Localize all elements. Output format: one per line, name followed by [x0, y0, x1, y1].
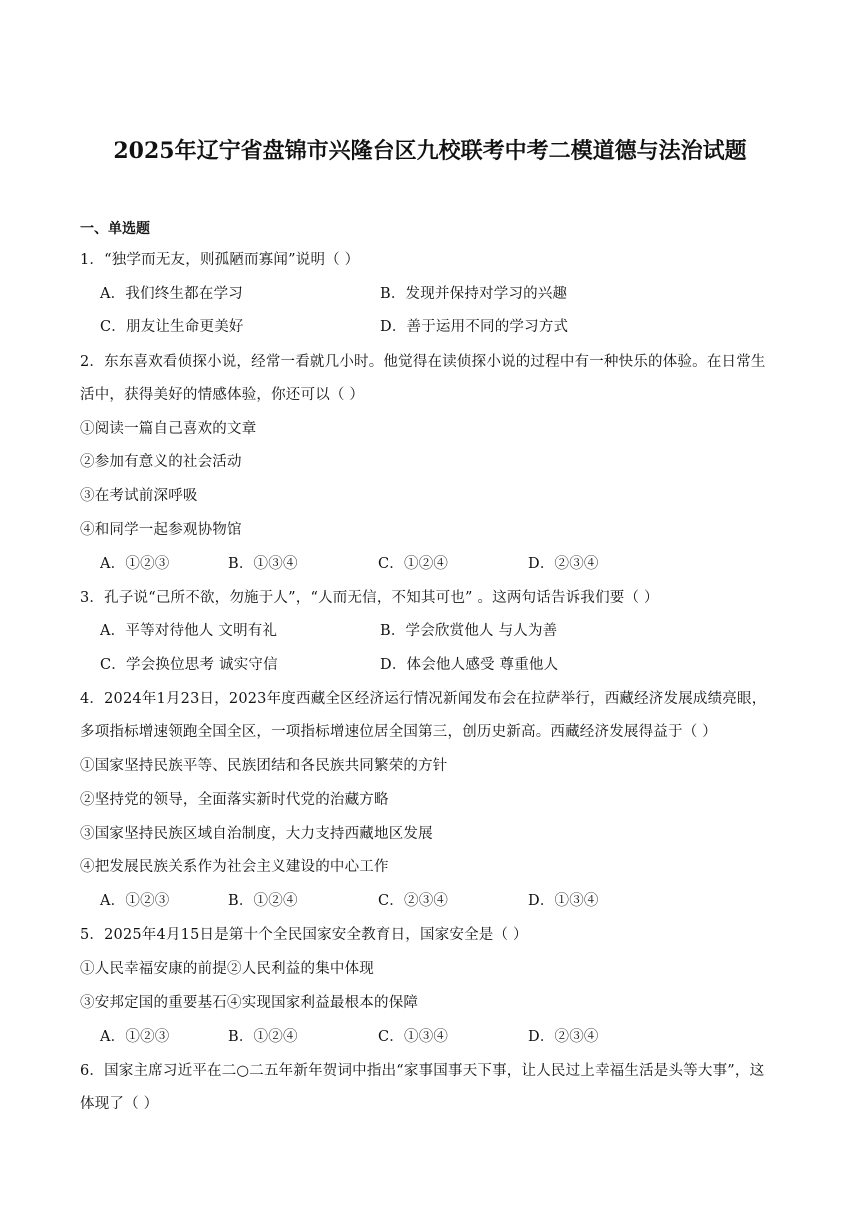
- q4-option-c[interactable]: C．②③④: [378, 893, 449, 909]
- q4-item-2: ②坚持党的领导，全面落实新时代党的治藏方略: [80, 792, 389, 808]
- q2-option-c[interactable]: C．①②④: [378, 556, 449, 572]
- question-2-stem-line-1: 2．东东喜欢看侦探小说，经常一看就几小时。他觉得在读侦探小说的过程中有一种快乐的体验。在日常生: [80, 354, 766, 370]
- q3-option-b[interactable]: B．学会欣赏他人 与人为善: [380, 623, 558, 639]
- question-6-stem-line-2: 体现了（ ）: [80, 1096, 159, 1112]
- q2-option-b[interactable]: B．①③④: [228, 556, 298, 572]
- q1-option-d[interactable]: D．善于运用不同的学习方式: [380, 319, 569, 335]
- q3-option-d[interactable]: D．体会他人感受 尊重他人: [380, 657, 559, 673]
- question-2-stem-line-2: 活中，获得美好的情感体验，你还可以（ ）: [80, 387, 365, 403]
- question-1-stem: 1．“独学而无友，则孤陋而寡闻”说明（ ）: [80, 252, 360, 268]
- q1-option-b[interactable]: B．发现并保持对学习的兴趣: [380, 286, 568, 302]
- question-4-stem-line-2: 多项指标增速领跑全国全区，一项指标增速位居全国第三，创历史新高。西藏经济发展得益于（ ）: [80, 724, 717, 740]
- q2-item-4: ④和同学一起参观协物馆: [80, 522, 242, 538]
- question-4-stem-line-1: 4．2024年1月23日，2023年度西藏全区经济运行情况新闻发布会在拉萨举行，西藏经济发展成绩亮眼，: [80, 691, 767, 707]
- q5-option-c[interactable]: C．①③④: [378, 1029, 449, 1045]
- q3-option-c[interactable]: C．学会换位思考 诚实守信: [100, 657, 278, 673]
- q2-item-1: ①阅读一篇自己喜欢的文章: [80, 421, 257, 437]
- q4-item-1: ①国家坚持民族平等、民族团结和各民族共同繁荣的方针: [80, 758, 448, 774]
- page-title: 2025年辽宁省盘锦市兴隆台区九校联考中考二模道德与法治试题: [113, 138, 747, 164]
- question-3-stem: 3．孔子说“己所不欲，勿施于人”，“人而无信，不知其可也” 。这两句话告诉我们要（ ）: [80, 590, 659, 606]
- q5-option-a[interactable]: A．①②③: [100, 1029, 170, 1045]
- question-5-stem: 5．2025年4月15日是第十个全民国家安全教育日，国家安全是（ ）: [80, 927, 528, 943]
- q4-option-a[interactable]: A．①②③: [100, 893, 170, 909]
- q5-option-b[interactable]: B．①②④: [228, 1029, 298, 1045]
- q2-option-a[interactable]: A．①②③: [100, 556, 170, 572]
- question-6-stem-line-1: 6．国家主席习近平在二○二五年新年贺词中指出“家事国事天下事，让人民过上幸福生活是头等大事”，这: [80, 1063, 765, 1079]
- q4-item-4: ④把发展民族关系作为社会主义建设的中心工作: [80, 859, 389, 875]
- q2-option-d[interactable]: D．②③④: [528, 556, 599, 572]
- q3-option-a[interactable]: A．平等对待他人 文明有礼: [100, 623, 278, 639]
- q2-item-2: ②参加有意义的社会活动: [80, 454, 242, 470]
- q4-item-3: ③国家坚持民族区域自治制度，大力支持西藏地区发展: [80, 826, 433, 842]
- q5-items-line-1: ①人民幸福安康的前提②人民利益的集中体现: [80, 961, 374, 977]
- q5-items-line-2: ③安邦定国的重要基石④实现国家利益最根本的保障: [80, 995, 419, 1011]
- q2-item-3: ③在考试前深呼吸: [80, 488, 198, 504]
- section-heading: 一、单选题: [80, 221, 150, 237]
- q5-option-d[interactable]: D．②③④: [528, 1029, 599, 1045]
- q1-option-a[interactable]: A．我们终生都在学习: [100, 286, 243, 302]
- q1-option-c[interactable]: C．朋友让生命更美好: [100, 319, 244, 335]
- q4-option-b[interactable]: B．①②④: [228, 893, 298, 909]
- q4-option-d[interactable]: D．①③④: [528, 893, 599, 909]
